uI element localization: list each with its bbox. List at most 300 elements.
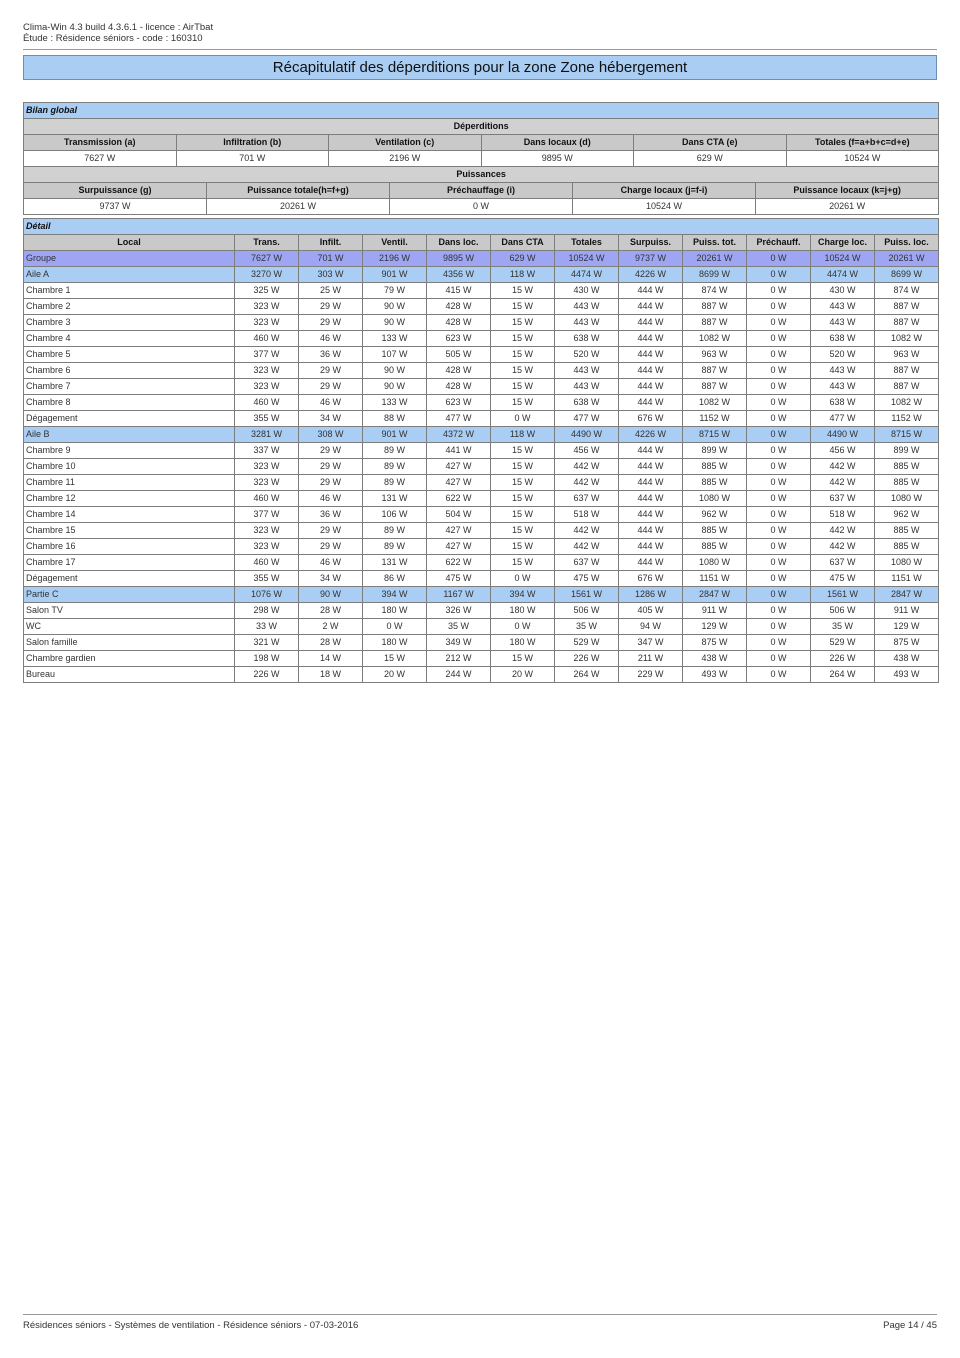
- value-cell: 349 W: [427, 635, 491, 651]
- value-cell: 29 W: [299, 379, 363, 395]
- value-cell: 323 W: [235, 459, 299, 475]
- value-cell: 444 W: [619, 379, 683, 395]
- value-cell: 8715 W: [875, 427, 939, 443]
- value-cell: 29 W: [299, 459, 363, 475]
- value-cell: 444 W: [619, 523, 683, 539]
- value-cell: 226 W: [555, 651, 619, 667]
- value-cell: 36 W: [299, 347, 363, 363]
- value-cell: 475 W: [811, 571, 875, 587]
- value-cell: 1167 W: [427, 587, 491, 603]
- value-cell: 1151 W: [875, 571, 939, 587]
- value-cell: 2847 W: [683, 587, 747, 603]
- local-name-cell: Partie C: [24, 587, 235, 603]
- value-cell: 438 W: [683, 651, 747, 667]
- value-cell: 46 W: [299, 491, 363, 507]
- value-cell: 901 W: [363, 427, 427, 443]
- deperditions-label: Déperditions: [24, 119, 939, 135]
- value-cell: 15 W: [491, 523, 555, 539]
- deperditions-header: Dans CTA (e): [634, 135, 787, 151]
- value-cell: 118 W: [491, 267, 555, 283]
- value-cell: 962 W: [683, 507, 747, 523]
- value-cell: 264 W: [811, 667, 875, 683]
- value-cell: 46 W: [299, 395, 363, 411]
- study-line: Étude : Résidence séniors - code : 160310: [23, 33, 203, 44]
- value-cell: 88 W: [363, 411, 427, 427]
- local-name-cell: Groupe: [24, 251, 235, 267]
- value-cell: 442 W: [811, 539, 875, 555]
- value-cell: 518 W: [811, 507, 875, 523]
- value-cell: 355 W: [235, 571, 299, 587]
- puissances-value: 20261 W: [756, 199, 939, 215]
- puissances-value: 9737 W: [24, 199, 207, 215]
- local-name-cell: Chambre 1: [24, 283, 235, 299]
- puissances-header: Surpuissance (g): [24, 183, 207, 199]
- value-cell: 325 W: [235, 283, 299, 299]
- detail-column-header: Surpuiss.: [619, 235, 683, 251]
- value-cell: 0 W: [491, 411, 555, 427]
- value-cell: 887 W: [683, 315, 747, 331]
- deperditions-header: Infiltration (b): [176, 135, 329, 151]
- value-cell: 1076 W: [235, 587, 299, 603]
- value-cell: 35 W: [555, 619, 619, 635]
- value-cell: 35 W: [811, 619, 875, 635]
- value-cell: 438 W: [875, 651, 939, 667]
- value-cell: 133 W: [363, 331, 427, 347]
- local-name-cell: Chambre 16: [24, 539, 235, 555]
- table-row: [24, 555, 939, 571]
- value-cell: 10524 W: [811, 251, 875, 267]
- table-row: [24, 331, 939, 347]
- value-cell: 2 W: [299, 619, 363, 635]
- value-cell: 4356 W: [427, 267, 491, 283]
- table-row: [24, 379, 939, 395]
- value-cell: 428 W: [427, 299, 491, 315]
- table-row: [24, 651, 939, 667]
- value-cell: 442 W: [555, 539, 619, 555]
- value-cell: 1082 W: [875, 395, 939, 411]
- value-cell: 506 W: [811, 603, 875, 619]
- value-cell: 326 W: [427, 603, 491, 619]
- value-cell: 0 W: [747, 395, 811, 411]
- value-cell: 29 W: [299, 443, 363, 459]
- value-cell: 460 W: [235, 395, 299, 411]
- value-cell: 20261 W: [875, 251, 939, 267]
- value-cell: 1561 W: [555, 587, 619, 603]
- value-cell: 629 W: [491, 251, 555, 267]
- value-cell: 505 W: [427, 347, 491, 363]
- value-cell: 899 W: [875, 443, 939, 459]
- value-cell: 15 W: [491, 315, 555, 331]
- footer-divider: [23, 1314, 937, 1315]
- value-cell: 8699 W: [875, 267, 939, 283]
- value-cell: 638 W: [555, 331, 619, 347]
- value-cell: 887 W: [683, 363, 747, 379]
- table-row: [24, 459, 939, 475]
- value-cell: 129 W: [683, 619, 747, 635]
- value-cell: 0 W: [747, 635, 811, 651]
- value-cell: 0 W: [491, 571, 555, 587]
- value-cell: 9895 W: [427, 251, 491, 267]
- table-row: [24, 443, 939, 459]
- value-cell: 443 W: [811, 363, 875, 379]
- deperditions-value: 7627 W: [24, 151, 177, 167]
- local-name-cell: Chambre 9: [24, 443, 235, 459]
- value-cell: 347 W: [619, 635, 683, 651]
- detail-column-header: Trans.: [235, 235, 299, 251]
- value-cell: 1151 W: [683, 571, 747, 587]
- puissances-header: Préchauffage (i): [390, 183, 573, 199]
- value-cell: 0 W: [747, 251, 811, 267]
- value-cell: 1080 W: [683, 555, 747, 571]
- value-cell: 0 W: [747, 507, 811, 523]
- value-cell: 0 W: [747, 443, 811, 459]
- puissances-header: Puissance locaux (k=j+g): [756, 183, 939, 199]
- deperditions-header-row: [24, 135, 939, 151]
- value-cell: 887 W: [683, 299, 747, 315]
- value-cell: 2196 W: [363, 251, 427, 267]
- software-line: Clima-Win 4.3 build 4.3.6.1 - licence : AirTbat: [23, 22, 214, 33]
- value-cell: 377 W: [235, 347, 299, 363]
- value-cell: 443 W: [811, 379, 875, 395]
- value-cell: 323 W: [235, 539, 299, 555]
- value-cell: 443 W: [555, 379, 619, 395]
- value-cell: 430 W: [811, 283, 875, 299]
- value-cell: 477 W: [555, 411, 619, 427]
- value-cell: 885 W: [875, 523, 939, 539]
- value-cell: 444 W: [619, 459, 683, 475]
- value-cell: 456 W: [811, 443, 875, 459]
- value-cell: 29 W: [299, 299, 363, 315]
- value-cell: 36 W: [299, 507, 363, 523]
- value-cell: 405 W: [619, 603, 683, 619]
- value-cell: 29 W: [299, 475, 363, 491]
- value-cell: 0 W: [747, 555, 811, 571]
- value-cell: 106 W: [363, 507, 427, 523]
- deperditions-header: Ventilation (c): [329, 135, 482, 151]
- value-cell: 28 W: [299, 635, 363, 651]
- value-cell: 885 W: [875, 475, 939, 491]
- value-cell: 520 W: [811, 347, 875, 363]
- puissances-value: 0 W: [390, 199, 573, 215]
- deperditions-header: Transmission (a): [24, 135, 177, 151]
- value-cell: 1561 W: [811, 587, 875, 603]
- value-cell: 0 W: [491, 619, 555, 635]
- puissances-label: Puissances: [24, 167, 939, 183]
- value-cell: 504 W: [427, 507, 491, 523]
- detail-column-header: Totales: [555, 235, 619, 251]
- value-cell: 520 W: [555, 347, 619, 363]
- document-header: [23, 22, 213, 44]
- value-cell: 14 W: [299, 651, 363, 667]
- detail-body: [24, 251, 939, 683]
- local-name-cell: Chambre 7: [24, 379, 235, 395]
- value-cell: 15 W: [363, 651, 427, 667]
- value-cell: 475 W: [555, 571, 619, 587]
- value-cell: 444 W: [619, 299, 683, 315]
- value-cell: 456 W: [555, 443, 619, 459]
- value-cell: 94 W: [619, 619, 683, 635]
- value-cell: 415 W: [427, 283, 491, 299]
- value-cell: 477 W: [427, 411, 491, 427]
- bilan-global-table: [23, 102, 939, 215]
- deperditions-value: 2196 W: [329, 151, 482, 167]
- value-cell: 4474 W: [811, 267, 875, 283]
- detail-table: [23, 218, 939, 683]
- value-cell: 15 W: [491, 651, 555, 667]
- value-cell: 443 W: [555, 363, 619, 379]
- value-cell: 460 W: [235, 331, 299, 347]
- value-cell: 25 W: [299, 283, 363, 299]
- value-cell: 90 W: [363, 379, 427, 395]
- value-cell: 887 W: [683, 379, 747, 395]
- local-name-cell: WC: [24, 619, 235, 635]
- detail-column-header: Dans CTA: [491, 235, 555, 251]
- value-cell: 4226 W: [619, 267, 683, 283]
- value-cell: 444 W: [619, 539, 683, 555]
- value-cell: 962 W: [875, 507, 939, 523]
- value-cell: 885 W: [683, 539, 747, 555]
- local-name-cell: Chambre 10: [24, 459, 235, 475]
- value-cell: 430 W: [555, 283, 619, 299]
- value-cell: 1152 W: [875, 411, 939, 427]
- value-cell: 911 W: [683, 603, 747, 619]
- value-cell: 0 W: [747, 523, 811, 539]
- local-name-cell: Chambre 4: [24, 331, 235, 347]
- value-cell: 15 W: [491, 459, 555, 475]
- local-name-cell: Chambre 5: [24, 347, 235, 363]
- local-name-cell: Dégagement: [24, 411, 235, 427]
- local-name-cell: Salon famille: [24, 635, 235, 651]
- deperditions-value: 10524 W: [786, 151, 939, 167]
- value-cell: 28 W: [299, 603, 363, 619]
- value-cell: 529 W: [811, 635, 875, 651]
- value-cell: 129 W: [875, 619, 939, 635]
- table-row: [24, 283, 939, 299]
- value-cell: 15 W: [491, 395, 555, 411]
- value-cell: 623 W: [427, 395, 491, 411]
- value-cell: 89 W: [363, 523, 427, 539]
- detail-column-header: Préchauff.: [747, 235, 811, 251]
- value-cell: 885 W: [875, 459, 939, 475]
- value-cell: 442 W: [555, 475, 619, 491]
- value-cell: 427 W: [427, 523, 491, 539]
- value-cell: 79 W: [363, 283, 427, 299]
- value-cell: 4490 W: [555, 427, 619, 443]
- value-cell: 0 W: [747, 651, 811, 667]
- value-cell: 963 W: [875, 347, 939, 363]
- value-cell: 622 W: [427, 555, 491, 571]
- table-row: [24, 523, 939, 539]
- value-cell: 427 W: [427, 539, 491, 555]
- value-cell: 885 W: [683, 475, 747, 491]
- value-cell: 0 W: [747, 539, 811, 555]
- value-cell: 444 W: [619, 347, 683, 363]
- value-cell: 323 W: [235, 315, 299, 331]
- value-cell: 460 W: [235, 555, 299, 571]
- puissances-header: Charge locaux (j=f-i): [573, 183, 756, 199]
- detail-column-header: Ventil.: [363, 235, 427, 251]
- table-row: [24, 347, 939, 363]
- table-row: [24, 603, 939, 619]
- value-cell: 443 W: [811, 299, 875, 315]
- value-cell: 20261 W: [683, 251, 747, 267]
- local-name-cell: Chambre 8: [24, 395, 235, 411]
- value-cell: 264 W: [555, 667, 619, 683]
- value-cell: 323 W: [235, 475, 299, 491]
- value-cell: 0 W: [747, 667, 811, 683]
- value-cell: 444 W: [619, 443, 683, 459]
- value-cell: 180 W: [363, 635, 427, 651]
- value-cell: 90 W: [363, 315, 427, 331]
- value-cell: 0 W: [747, 267, 811, 283]
- value-cell: 0 W: [747, 619, 811, 635]
- value-cell: 10524 W: [555, 251, 619, 267]
- value-cell: 15 W: [491, 475, 555, 491]
- value-cell: 35 W: [427, 619, 491, 635]
- detail-section-label: Détail: [24, 219, 939, 235]
- value-cell: 29 W: [299, 523, 363, 539]
- value-cell: 323 W: [235, 363, 299, 379]
- local-name-cell: Chambre 11: [24, 475, 235, 491]
- value-cell: 622 W: [427, 491, 491, 507]
- value-cell: 180 W: [363, 603, 427, 619]
- puissances-values-row: [24, 199, 939, 215]
- puissances-header: Puissance totale(h=f+g): [207, 183, 390, 199]
- local-name-cell: Bureau: [24, 667, 235, 683]
- value-cell: 377 W: [235, 507, 299, 523]
- value-cell: 875 W: [683, 635, 747, 651]
- value-cell: 874 W: [875, 283, 939, 299]
- value-cell: 15 W: [491, 363, 555, 379]
- page-title: Récapitulatif des déperditions pour la zone Zone hébergement: [23, 55, 937, 80]
- detail-header-row: [24, 235, 939, 251]
- value-cell: 701 W: [299, 251, 363, 267]
- value-cell: 0 W: [747, 379, 811, 395]
- value-cell: 444 W: [619, 475, 683, 491]
- value-cell: 443 W: [811, 315, 875, 331]
- value-cell: 637 W: [811, 491, 875, 507]
- value-cell: 1082 W: [683, 395, 747, 411]
- value-cell: 477 W: [811, 411, 875, 427]
- value-cell: 118 W: [491, 427, 555, 443]
- value-cell: 226 W: [811, 651, 875, 667]
- value-cell: 529 W: [555, 635, 619, 651]
- value-cell: 875 W: [875, 635, 939, 651]
- value-cell: 46 W: [299, 555, 363, 571]
- value-cell: 0 W: [747, 283, 811, 299]
- deperditions-value: 9895 W: [481, 151, 634, 167]
- local-name-cell: Aile B: [24, 427, 235, 443]
- value-cell: 676 W: [619, 571, 683, 587]
- value-cell: 3270 W: [235, 267, 299, 283]
- value-cell: 444 W: [619, 331, 683, 347]
- table-row: [24, 395, 939, 411]
- value-cell: 0 W: [747, 603, 811, 619]
- value-cell: 3281 W: [235, 427, 299, 443]
- wing-row: [24, 587, 939, 603]
- value-cell: 90 W: [299, 587, 363, 603]
- local-name-cell: Chambre 15: [24, 523, 235, 539]
- local-name-cell: Chambre gardien: [24, 651, 235, 667]
- value-cell: 0 W: [747, 331, 811, 347]
- value-cell: 0 W: [747, 427, 811, 443]
- wing-row: [24, 427, 939, 443]
- table-row: [24, 299, 939, 315]
- value-cell: 899 W: [683, 443, 747, 459]
- value-cell: 887 W: [875, 363, 939, 379]
- value-cell: 0 W: [747, 347, 811, 363]
- value-cell: 20 W: [491, 667, 555, 683]
- value-cell: 0 W: [747, 571, 811, 587]
- value-cell: 394 W: [491, 587, 555, 603]
- value-cell: 303 W: [299, 267, 363, 283]
- wing-row: [24, 267, 939, 283]
- value-cell: 46 W: [299, 331, 363, 347]
- value-cell: 444 W: [619, 555, 683, 571]
- value-cell: 321 W: [235, 635, 299, 651]
- detail-column-header: Dans loc.: [427, 235, 491, 251]
- local-name-cell: Dégagement: [24, 571, 235, 587]
- value-cell: 441 W: [427, 443, 491, 459]
- value-cell: 33 W: [235, 619, 299, 635]
- value-cell: 623 W: [427, 331, 491, 347]
- value-cell: 1286 W: [619, 587, 683, 603]
- value-cell: 0 W: [747, 475, 811, 491]
- value-cell: 0 W: [747, 459, 811, 475]
- value-cell: 89 W: [363, 459, 427, 475]
- value-cell: 15 W: [491, 347, 555, 363]
- value-cell: 1080 W: [683, 491, 747, 507]
- value-cell: 427 W: [427, 475, 491, 491]
- value-cell: 4490 W: [811, 427, 875, 443]
- value-cell: 444 W: [619, 491, 683, 507]
- value-cell: 901 W: [363, 267, 427, 283]
- value-cell: 874 W: [683, 283, 747, 299]
- value-cell: 887 W: [875, 379, 939, 395]
- value-cell: 887 W: [875, 299, 939, 315]
- value-cell: 34 W: [299, 411, 363, 427]
- value-cell: 15 W: [491, 539, 555, 555]
- value-cell: 89 W: [363, 475, 427, 491]
- value-cell: 20 W: [363, 667, 427, 683]
- value-cell: 911 W: [875, 603, 939, 619]
- table-row: [24, 507, 939, 523]
- value-cell: 198 W: [235, 651, 299, 667]
- table-row: [24, 635, 939, 651]
- detail-column-header: Charge loc.: [811, 235, 875, 251]
- value-cell: 244 W: [427, 667, 491, 683]
- value-cell: 89 W: [363, 539, 427, 555]
- value-cell: 18 W: [299, 667, 363, 683]
- value-cell: 442 W: [811, 523, 875, 539]
- value-cell: 2847 W: [875, 587, 939, 603]
- value-cell: 212 W: [427, 651, 491, 667]
- value-cell: 638 W: [811, 331, 875, 347]
- value-cell: 29 W: [299, 315, 363, 331]
- value-cell: 15 W: [491, 443, 555, 459]
- local-name-cell: Chambre 12: [24, 491, 235, 507]
- value-cell: 0 W: [747, 315, 811, 331]
- value-cell: 428 W: [427, 379, 491, 395]
- value-cell: 444 W: [619, 507, 683, 523]
- group-row: [24, 251, 939, 267]
- value-cell: 963 W: [683, 347, 747, 363]
- value-cell: 8699 W: [683, 267, 747, 283]
- value-cell: 15 W: [491, 507, 555, 523]
- value-cell: 90 W: [363, 363, 427, 379]
- value-cell: 885 W: [683, 459, 747, 475]
- value-cell: 226 W: [235, 667, 299, 683]
